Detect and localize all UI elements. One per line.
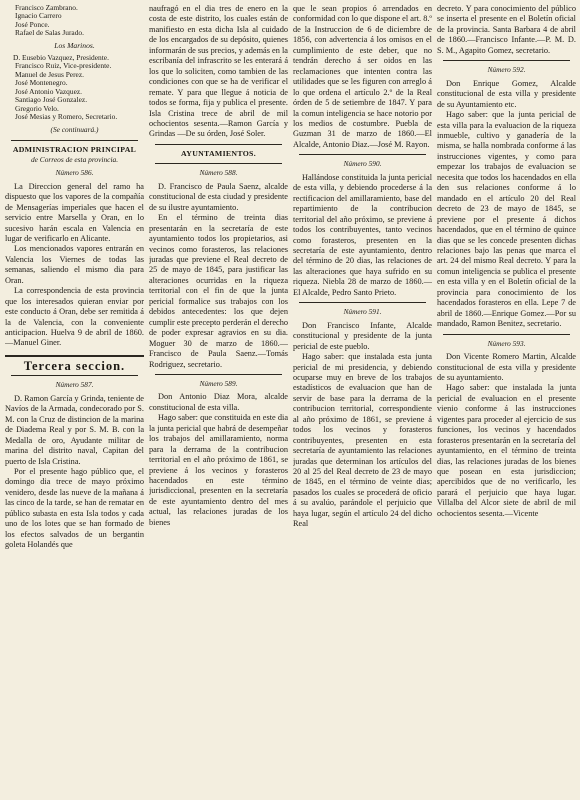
divider [11,375,138,376]
divider [155,374,282,375]
numero-value: 587. [80,380,94,390]
numero-label: Número [199,378,223,388]
notice-paragraph: Hallándose constituida la junta pericial de esta villa, y debiendo procederse á la rectificacion del amillaramiento, base del repartimiento de la contribucion territorial del año próximo, se previene á todos los contribuyentes, tanto vecinos como forasteros, presenten en la secretaría de este ayuntamiento, dentro del término de 20 dias, las relaciones de las alteraciones que haya sufrido en su riqueza. Niebla 28 de marzo de 1860.—El Alcalde, Pedro Santo Prieto. [293,172,432,297]
numero-label: Número [487,338,511,348]
notice-number [293,307,432,317]
divider [11,140,138,141]
column-4 [437,4,576,798]
notice-number [437,339,576,349]
numero-value: 590. [368,159,382,169]
marinos-label: Los Marinos. [54,40,95,50]
notice-paragraph: En el término de treinta dias presentarán en la secretaría de este ayuntamiento todos los propietarios, asi vecinos como forasteros, las relaciones juradas que previene el Real decreto de 25 de mayo de 1845, para justificar las alteraciones ocurridas en la riqueza territorial con el fin de que la junta pericial formalice sus trabajos con los debidos antecedentes: los que dejen cumplir este precepto perderán el derecho de poder expresar agravios en su dia. Moguer 30 de marzo de 1860.—Francisco de Paula Saenz.—Tomás Rodriguez, secretario. [149,213,288,369]
list-item: Gregorio Velo. [15,103,59,113]
column-2 [149,4,288,798]
notice-number [293,159,432,169]
section-title: Tercera seccion. [23,358,126,373]
numero-value: 589. [224,378,238,388]
numero-label: Número [343,307,367,317]
list-item: Francisco Ruiz, Vice-presidente. [15,61,112,71]
notice-paragraph: Por el presente hago público que, el domingo dia trece de mayo próximo venidero, desde las nueve de la mañana á las cinco de la tarde, se han de rematar en público subasta en esta Isla todos y cada uno de los lotes que se han formado de los efectos salvados de un bergantin goleta Holandés que [5,467,144,550]
ayuntamientos-heading: AYUNTAMIENTOS. [181,148,256,158]
list-item: Manuel de Jesus Perez. [15,69,84,79]
notice-paragraph: D. Ramon García y Grinda, teniente de Navíos de la Armada, condecorado por S. M. con la Cruz de distincion de la marina de Diadema Real y por S. M. B. con la Medalla de oro, Ayudante militar de marina del distrito naval, Capitan del puerto de Isla Cristina. [5,393,144,466]
section-divider [5,355,144,357]
numero-label: Número [55,168,79,178]
numero-label: Número [55,380,79,390]
numero-value: 592. [512,65,526,75]
notice-paragraph: decreto. Y para conocimiento del público se inserta el presente en el Boletín oficial de la provincia. Santa Barbara 4 de abril de 1860.—Francisco Infante.—P. M. D. S. M., Agapito Gomez, secretario. [437,4,576,55]
notice-number [5,168,144,178]
divider [443,334,570,335]
notice-paragraph: Hago saber: que constituida en este dia la junta pericial que habrá de desempeñar los trabajos del amillaramiento, norma para la derrama de la contribucion territorial en el año próximo de 1861, se previene á los vecinos y forasteros hacendados en este término jurisdiccional, presenten en la secretaría de este ayuntamiento dentro del mes actual, las relaciones juradas de los bienes [149,413,288,527]
list-item: José Ponce. [15,19,50,29]
list-item: Francisco Zambrano. [15,4,78,12]
notice-paragraph: Hago saber: que instalada esta junta pericial de mi presidencia, y debiendo ocuparse muy en breve de los trabajos estadísticos de evaluacion que han de servir de base para la derrama de la contribucion territorial, correspondiente al año próximo de 1861, se previene á todos los vecinos y forasteros contribuyentes, presenten en esta secretaría de ayuntamiento las relaciones juradas que determinan los artículos del 20 al 25 del Real decreto de 23 de mayo de 1845, en el término de veinte dias; pasados los cuales se procederá de oficio á su avalúo, parándole el perjuicio que haya lugar, según el artículo 24 del dicho Real [293,352,432,529]
notice-paragraph: Hago saber: que la junta pericial de esta villa para la evaluacion de la riqueza inmueble, cultivo y ganadería de la misma, se halla nombrada conforme á las instrucciones vigentes, y como para empezar los trabajos de evaluacion se necesita que todos los hacendados en ella den sus relaciones conforme á lo mandado en el artículo 20 del Real decreto de 23 de mayo de 1845, se previene por el presente á dichos hacendados, que en el término de quince dias que se les concede presenten dichas relaciones bajo las penas que marca el art. 24 del mismo Real decreto. Y para la comun inteligencia se publica el presente en esta villa y en el Boletín oficial de la provincia para conocimiento de los hacendados forasteros en ella. Lepe 7 de abril de 1860.—Enrique Gomez.—Por su mandado, Ramon Benitez, secretario. [437,110,576,329]
notice-paragraph: Don Francisco Infante, Alcalde constitucional y presidente de la junta pericial de este pueblo. [293,320,432,351]
notice-number [149,379,288,389]
notice-paragraph: naufragó en el dia tres de enero en la costa de este distrito, los cuales están de manifiesto en esta dicha Isla al cuidado de los encargados de su depósito, quienes informarán de sus precios, y además en la escribanía del infrascrito se les enterará á los que lo soliciten, como tambien de las condiciones con que se ha de verificar el remate. Y para que llegue á noticia de todos se forma, fija y publica el presente. Isla Cristina trece de abril de mil ochocientos sesenta.—Ramon García y Grindas —De su órden, José Soler. [149,4,288,139]
divider [299,302,426,303]
name-list-top [5,4,144,121]
notice-paragraph: que le sean propios ó arrendados en conformidad con lo que dispone el art. 8.º de la Instruccion de 6 de diciembre de 1856, con advertencia á los omisos en el cumplimiento de este deber, que no tendrán derecho á ser oidos en las reclamaciones que intenten contra las utilidades que se les figuren con arreglo á lo que ordena el artículo 2.º de la Real órden de 5 de setiembre de 1847. Y para la comun inteligencia se hace notorio por los medios de costumbre. Puebla de Guzman 31 de marzo de 1860.—El Alcalde, Antonio Diaz.—José M. Rayon. [293,4,432,149]
list-item: Rafael de Salas Jurado. [15,28,84,38]
numero-value: 588. [224,168,238,178]
numero-label: Número [199,168,223,178]
divider [155,163,282,164]
numero-label: Número [487,65,511,75]
notice-paragraph: Don Antonio Diaz Mora, alcalde constitucional de esta villa. [149,392,288,412]
numero-value: 593. [512,338,526,348]
admin-subheading: de Correos de esta provincia. [30,155,119,165]
list-item: Ignacio Carrero [15,11,62,21]
notice-paragraph: Hago saber: que instalada la junta pericial de evaluacion en el presente vienio conforme á las instrucciones vigentes para proceder al ejercicio de sus funciones, los vecinos y hacendados forasteros presentarán en la secretaría del ayuntamiento, en el término de treinta dias, las relaciones juradas de los bienes que posean en esta jurisdiccion; apercibidos que de no verificarlo, les parará el perjuicio que haya lugar. Villalba del Alcor siete de abril de mil ochocientos sesenta.—Vicente [437,383,576,518]
numero-value: 591. [368,307,382,317]
notice-number [149,168,288,178]
notice-number [437,65,576,75]
numero-value: 586. [80,168,94,178]
divider [443,60,570,61]
divider [155,144,282,145]
notice-number [5,380,144,390]
continued-note: (Se continuará.) [50,125,99,135]
column-3 [293,4,432,798]
admin-heading: ADMINISTRACION PRINCIPAL [12,144,137,154]
column-1 [5,4,144,798]
notice-paragraph: D. Francisco de Paula Saenz, alcalde constitucional de esta ciudad y presidente de su ilustre ayuntamiento. [149,181,288,212]
list-item: José Montenegro. [15,78,68,88]
notice-paragraph: La Direccion general del ramo ha dispuesto que los vapores de la compañía de Mensagerías imperiales que hacen el servicio entre Marsella y Oran, en lo sucesivo harán escala en Valencia en lugar de verificarlo en Alicante. [5,181,144,243]
list-item: D. Eusebio Vazquez, Presidente. [13,53,109,63]
notice-paragraph: Don Enrique Gomez, Alcalde constitucional de esta villa y presidente de su Ayuntamiento etc. [437,78,576,109]
numero-label: Número [343,159,367,169]
list-item: José Antonio Vazquez. [15,86,82,96]
notice-paragraph: Don Vicente Romero Martin, Alcalde constitucional de esta villa y presidente de su ayuntamiento. [437,352,576,382]
list-item: José Mesias y Romero, Secretario. [15,111,118,121]
divider [299,154,426,155]
list-item: Santiago José Gonzalez. [15,95,88,105]
notice-paragraph: La correspondencia de esta provincia que los interesados quieran enviar por este conducto á Oran, debe ser remitida á la de Valencia, con la conveniente anticipacion. Huelva 9 de abril de 1860.—Manuel Giner. [5,286,144,348]
notice-paragraph: Los mencionados vapores entrarán en Valencia los Viernes de todas las semanas, saliendo el mismo dia para Oran. [5,244,144,285]
